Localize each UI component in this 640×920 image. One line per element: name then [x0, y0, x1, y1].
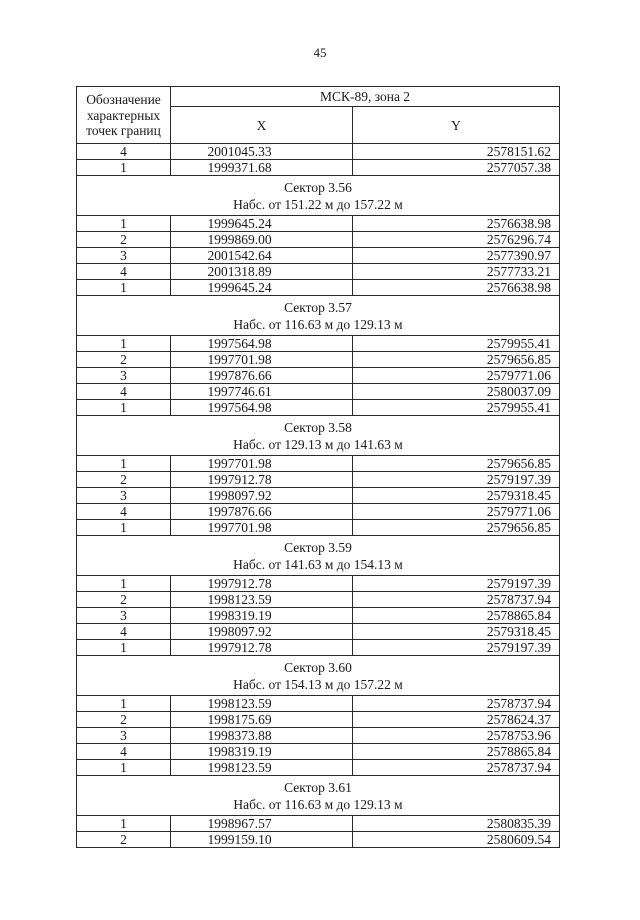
sector-header-row [77, 536, 560, 576]
coordinates-table [76, 86, 560, 848]
table-row [77, 400, 560, 416]
header-points-designation: Обозначение характерных точек границ [77, 87, 171, 144]
table-row [77, 232, 560, 248]
y-coordinate-cell: 2579197.39 [353, 576, 560, 592]
x-coordinate-cell: 1997876.66 [171, 504, 353, 520]
sector-header [77, 776, 560, 816]
point-number-cell: 4 [77, 504, 171, 520]
x-coordinate-cell: 1998097.92 [171, 488, 353, 504]
point-number-cell: 3 [77, 488, 171, 504]
sector-elevation-range: Набс. от 151.22 м до 157.22 м [233, 197, 403, 212]
sector-elevation-range: Набс. от 116.63 м до 129.13 м [233, 797, 403, 812]
sector-header-row [77, 416, 560, 456]
y-coordinate-cell: 2579318.45 [353, 488, 560, 504]
y-coordinate-cell: 2578151.62 [353, 144, 560, 160]
sector-header-row [77, 776, 560, 816]
sector-header [77, 656, 560, 696]
y-coordinate-cell: 2578865.84 [353, 744, 560, 760]
y-coordinate-cell: 2580037.09 [353, 384, 560, 400]
sector-header [77, 536, 560, 576]
x-coordinate-cell: 1997912.78 [171, 640, 353, 656]
table-row [77, 248, 560, 264]
point-number-cell: 1 [77, 640, 171, 656]
x-coordinate-cell: 1998123.59 [171, 592, 353, 608]
point-number-cell: 2 [77, 592, 171, 608]
table-row [77, 520, 560, 536]
table-row [77, 144, 560, 160]
table-row [77, 216, 560, 232]
table-row [77, 384, 560, 400]
x-coordinate-cell: 1997876.66 [171, 368, 353, 384]
table-row [77, 336, 560, 352]
sector-elevation-range: Набс. от 116.63 м до 129.13 м [233, 317, 403, 332]
point-number-cell: 1 [77, 696, 171, 712]
table-row [77, 728, 560, 744]
table-row [77, 576, 560, 592]
y-coordinate-cell: 2576296.74 [353, 232, 560, 248]
x-coordinate-cell: 1998123.59 [171, 760, 353, 776]
table-row [77, 816, 560, 832]
x-coordinate-cell: 1997701.98 [171, 352, 353, 368]
point-number-cell: 1 [77, 216, 171, 232]
point-number-cell: 2 [77, 472, 171, 488]
point-number-cell: 1 [77, 280, 171, 296]
table-row [77, 280, 560, 296]
y-coordinate-cell: 2579955.41 [353, 400, 560, 416]
x-coordinate-cell: 1999645.24 [171, 280, 353, 296]
x-coordinate-cell: 1997912.78 [171, 472, 353, 488]
point-number-cell: 1 [77, 336, 171, 352]
point-number-cell: 2 [77, 352, 171, 368]
y-coordinate-cell: 2579197.39 [353, 640, 560, 656]
point-number-cell: 1 [77, 520, 171, 536]
header-x: X [171, 107, 353, 144]
point-number-cell: 2 [77, 832, 171, 848]
point-number-cell: 4 [77, 144, 171, 160]
y-coordinate-cell: 2576638.98 [353, 216, 560, 232]
x-coordinate-cell: 1998175.69 [171, 712, 353, 728]
point-number-cell: 2 [77, 712, 171, 728]
table-row [77, 368, 560, 384]
y-coordinate-cell: 2576638.98 [353, 280, 560, 296]
point-number-cell: 4 [77, 624, 171, 640]
sector-header-row [77, 176, 560, 216]
header-coordinate-system: МСК-89, зона 2 [171, 87, 560, 107]
y-coordinate-cell: 2579771.06 [353, 504, 560, 520]
y-coordinate-cell: 2578737.94 [353, 592, 560, 608]
point-number-cell: 1 [77, 816, 171, 832]
x-coordinate-cell: 1997912.78 [171, 576, 353, 592]
x-coordinate-cell: 1998967.57 [171, 816, 353, 832]
x-coordinate-cell: 2001318.89 [171, 264, 353, 280]
table-row [77, 744, 560, 760]
point-number-cell: 1 [77, 400, 171, 416]
point-number-cell: 3 [77, 248, 171, 264]
y-coordinate-cell: 2578865.84 [353, 608, 560, 624]
table-row [77, 712, 560, 728]
point-number-cell: 2 [77, 232, 171, 248]
sector-title: Сектор 3.61 [284, 780, 352, 795]
x-coordinate-cell: 1998319.19 [171, 608, 353, 624]
table-row [77, 640, 560, 656]
table-row [77, 832, 560, 848]
table-row [77, 472, 560, 488]
sector-title: Сектор 3.59 [284, 540, 352, 555]
x-coordinate-cell: 1997564.98 [171, 400, 353, 416]
y-coordinate-cell: 2580835.39 [353, 816, 560, 832]
table-row [77, 592, 560, 608]
y-coordinate-cell: 2579197.39 [353, 472, 560, 488]
y-coordinate-cell: 2580609.54 [353, 832, 560, 848]
table-row [77, 608, 560, 624]
y-coordinate-cell: 2579955.41 [353, 336, 560, 352]
point-number-cell: 3 [77, 608, 171, 624]
table-row [77, 696, 560, 712]
x-coordinate-cell: 1999159.10 [171, 832, 353, 848]
point-number-cell: 1 [77, 576, 171, 592]
header-y: Y [353, 107, 560, 144]
x-coordinate-cell: 1999869.00 [171, 232, 353, 248]
table-row [77, 488, 560, 504]
y-coordinate-cell: 2579318.45 [353, 624, 560, 640]
y-coordinate-cell: 2579656.85 [353, 352, 560, 368]
x-coordinate-cell: 1997564.98 [171, 336, 353, 352]
point-number-cell: 4 [77, 264, 171, 280]
y-coordinate-cell: 2579656.85 [353, 520, 560, 536]
table-row [77, 760, 560, 776]
y-coordinate-cell: 2577057.38 [353, 160, 560, 176]
sector-header [77, 416, 560, 456]
table-row [77, 352, 560, 368]
point-number-cell: 4 [77, 384, 171, 400]
point-number-cell: 3 [77, 728, 171, 744]
x-coordinate-cell: 2001542.64 [171, 248, 353, 264]
x-coordinate-cell: 1999371.68 [171, 160, 353, 176]
sector-elevation-range: Набс. от 154.13 м до 157.22 м [233, 677, 403, 692]
x-coordinate-cell: 1997701.98 [171, 456, 353, 472]
sector-header-row [77, 656, 560, 696]
x-coordinate-cell: 1997701.98 [171, 520, 353, 536]
table-row [77, 456, 560, 472]
y-coordinate-cell: 2578624.37 [353, 712, 560, 728]
table-row [77, 160, 560, 176]
point-number-cell: 1 [77, 456, 171, 472]
x-coordinate-cell: 1998319.19 [171, 744, 353, 760]
table-row [77, 504, 560, 520]
x-coordinate-cell: 2001045.33 [171, 144, 353, 160]
point-number-cell: 3 [77, 368, 171, 384]
y-coordinate-cell: 2579656.85 [353, 456, 560, 472]
y-coordinate-cell: 2577390.97 [353, 248, 560, 264]
y-coordinate-cell: 2578753.96 [353, 728, 560, 744]
sector-title: Сектор 3.56 [284, 180, 352, 195]
sector-title: Сектор 3.57 [284, 300, 352, 315]
table-header [77, 87, 560, 144]
table-row [77, 264, 560, 280]
table-row [77, 624, 560, 640]
page-number: 45 [313, 45, 327, 60]
x-coordinate-cell: 1999645.24 [171, 216, 353, 232]
point-number-cell: 1 [77, 160, 171, 176]
point-number-cell: 1 [77, 760, 171, 776]
x-coordinate-cell: 1997746.61 [171, 384, 353, 400]
x-coordinate-cell: 1998373.88 [171, 728, 353, 744]
sector-title: Сектор 3.60 [284, 660, 352, 675]
point-number-cell: 4 [77, 744, 171, 760]
x-coordinate-cell: 1998123.59 [171, 696, 353, 712]
sector-header [77, 176, 560, 216]
y-coordinate-cell: 2579771.06 [353, 368, 560, 384]
sector-title: Сектор 3.58 [284, 420, 352, 435]
x-coordinate-cell: 1998097.92 [171, 624, 353, 640]
sector-header [77, 296, 560, 336]
y-coordinate-cell: 2578737.94 [353, 696, 560, 712]
table-body [77, 144, 560, 848]
sector-header-row [77, 296, 560, 336]
sector-elevation-range: Набс. от 129.13 м до 141.63 м [233, 437, 403, 452]
sector-elevation-range: Набс. от 141.63 м до 154.13 м [233, 557, 403, 572]
y-coordinate-cell: 2577733.21 [353, 264, 560, 280]
y-coordinate-cell: 2578737.94 [353, 760, 560, 776]
